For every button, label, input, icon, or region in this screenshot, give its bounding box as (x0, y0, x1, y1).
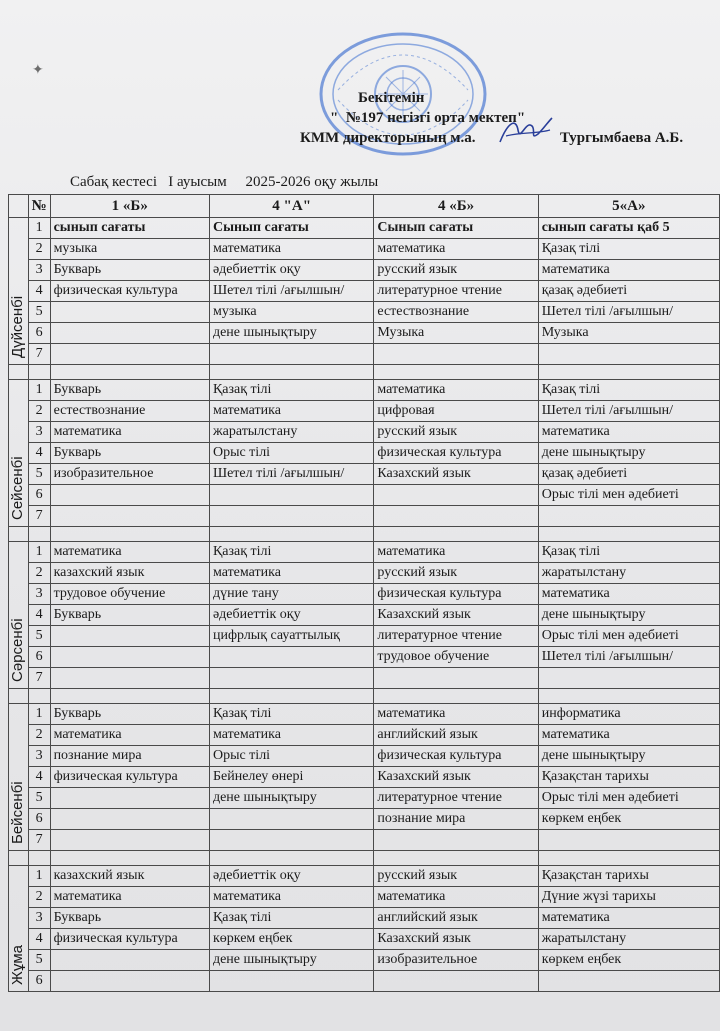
lesson-number: 7 (28, 344, 50, 365)
subject-cell: Орыс тілі мен әдебиеті (538, 485, 719, 506)
header-number: № (28, 195, 50, 218)
lesson-number: 6 (28, 971, 50, 992)
subject-cell: литературное чтение (374, 626, 538, 647)
lesson-row (9, 809, 720, 830)
subject-cell: дене шынықтыру (538, 443, 719, 464)
lesson-number: 6 (28, 485, 50, 506)
subject-cell: Орыс тілі (209, 746, 373, 767)
subject-cell: математика (374, 542, 538, 563)
subject-cell: көркем еңбек (209, 929, 373, 950)
subject-cell: Букварь (50, 260, 209, 281)
lesson-number: 2 (28, 239, 50, 260)
subject-cell: литературное чтение (374, 281, 538, 302)
lesson-row (9, 563, 720, 584)
subject-cell: физическая культура (50, 767, 209, 788)
subject-cell: Қазақ тілі (538, 239, 719, 260)
day-label: Сәрсенбі (9, 618, 27, 682)
subject-cell: әдебиеттік оқу (209, 866, 373, 887)
director-title: КММ директорының м.а. (300, 130, 476, 146)
lesson-row (9, 830, 720, 851)
subject-cell: английский язык (374, 725, 538, 746)
lesson-number: 3 (28, 260, 50, 281)
lesson-number: 6 (28, 647, 50, 668)
separator-cell (28, 689, 50, 704)
lesson-number: 3 (28, 422, 50, 443)
subject-cell: дене шынықтыру (538, 605, 719, 626)
lesson-number: 6 (28, 809, 50, 830)
subject-cell: трудовое обучение (374, 647, 538, 668)
subject-cell: дүние тану (209, 584, 373, 605)
subject-cell: музыка (209, 302, 373, 323)
lesson-number: 4 (28, 443, 50, 464)
approval-heading: Бекітемін (358, 90, 425, 106)
lesson-row (9, 605, 720, 626)
lesson-row (9, 302, 720, 323)
subject-cell (50, 626, 209, 647)
day-cell (9, 380, 29, 527)
subject-cell (374, 668, 538, 689)
separator-cell (28, 365, 50, 380)
lesson-number: 1 (28, 866, 50, 887)
subject-cell: Қазақ тілі (209, 380, 373, 401)
lesson-number: 7 (28, 506, 50, 527)
subject-cell: казахский язык (50, 563, 209, 584)
subject-cell: Букварь (50, 908, 209, 929)
subject-cell (374, 971, 538, 992)
header-day-cell (9, 195, 29, 218)
separator-cell (374, 851, 538, 866)
subject-cell: цифровая (374, 401, 538, 422)
day-separator-row (9, 851, 720, 866)
lesson-number: 3 (28, 584, 50, 605)
subject-cell: математика (209, 887, 373, 908)
lesson-number: 5 (28, 464, 50, 485)
subject-cell (209, 344, 373, 365)
header-class-4a: 4 "А" (209, 195, 373, 218)
separator-cell (538, 851, 719, 866)
lesson-row (9, 443, 720, 464)
subject-cell: әдебиеттік оқу (209, 260, 373, 281)
subject-cell: Казахский язык (374, 767, 538, 788)
subject-cell (209, 830, 373, 851)
subject-cell: дене шынықтыру (209, 788, 373, 809)
table-header-row (9, 195, 720, 218)
subject-cell (50, 809, 209, 830)
subject-cell: информатика (538, 704, 719, 725)
lesson-number: 2 (28, 401, 50, 422)
separator-cell (50, 365, 209, 380)
subject-cell: Музыка (374, 323, 538, 344)
subject-cell: математика (374, 887, 538, 908)
lesson-row (9, 218, 720, 239)
subject-cell (50, 950, 209, 971)
subject-cell: естествознание (50, 401, 209, 422)
subject-cell: Қазақ тілі (209, 908, 373, 929)
day-cell (9, 704, 29, 851)
lesson-number: 4 (28, 767, 50, 788)
subject-cell: физическая культура (374, 584, 538, 605)
separator-cell (28, 851, 50, 866)
subject-cell: изобразительное (50, 464, 209, 485)
subject-cell: Букварь (50, 380, 209, 401)
separator-cell (538, 365, 719, 380)
subject-cell (209, 809, 373, 830)
subject-cell (50, 971, 209, 992)
subject-cell: Орыс тілі мен әдебиеті (538, 626, 719, 647)
subject-cell: Шетел тілі /ағылшын/ (538, 401, 719, 422)
lesson-number: 4 (28, 281, 50, 302)
subject-cell: Казахский язык (374, 605, 538, 626)
lesson-number: 4 (28, 929, 50, 950)
subject-cell: математика (50, 725, 209, 746)
subject-cell: Сынып сағаты (374, 218, 538, 239)
subject-cell: көркем еңбек (538, 950, 719, 971)
subject-cell: русский язык (374, 422, 538, 443)
subject-cell: математика (50, 887, 209, 908)
subject-cell: Казахский язык (374, 464, 538, 485)
subject-cell: Музыка (538, 323, 719, 344)
subject-cell: математика (50, 542, 209, 563)
subject-cell: математика (209, 401, 373, 422)
subject-cell: Букварь (50, 443, 209, 464)
subject-cell (50, 302, 209, 323)
subject-cell: қазақ әдебиеті (538, 464, 719, 485)
subject-cell (209, 971, 373, 992)
subject-cell: Қазақстан тарихы (538, 866, 719, 887)
header-class-1b: 1 «Б» (50, 195, 209, 218)
subject-cell (209, 506, 373, 527)
lesson-row (9, 380, 720, 401)
lesson-row (9, 485, 720, 506)
lesson-number: 7 (28, 830, 50, 851)
lesson-number: 5 (28, 950, 50, 971)
lesson-number: 7 (28, 668, 50, 689)
subject-cell: познание мира (374, 809, 538, 830)
subject-cell: сынып сағаты (50, 218, 209, 239)
lesson-row (9, 950, 720, 971)
subject-cell: көркем еңбек (538, 809, 719, 830)
subject-cell: Букварь (50, 704, 209, 725)
day-cell (9, 218, 29, 365)
lesson-row (9, 866, 720, 887)
subject-cell: математика (209, 563, 373, 584)
separator-cell (50, 527, 209, 542)
separator-cell (374, 365, 538, 380)
subject-cell (209, 668, 373, 689)
day-label: Сейсенбі (9, 456, 27, 520)
day-label: Дүйсенбі (9, 295, 27, 358)
subject-cell: казахский язык (50, 866, 209, 887)
subject-cell: Орыс тілі (209, 443, 373, 464)
lesson-row (9, 908, 720, 929)
pin-icon: ✦ (32, 62, 44, 78)
subject-cell (209, 647, 373, 668)
subject-cell: русский язык (374, 260, 538, 281)
lesson-number: 2 (28, 725, 50, 746)
separator-cell (374, 527, 538, 542)
lesson-row (9, 929, 720, 950)
subject-cell: Орыс тілі мен әдебиеті (538, 788, 719, 809)
subject-cell: сынып сағаты қаб 5 (538, 218, 719, 239)
separator-cell (209, 851, 373, 866)
day-separator-row (9, 365, 720, 380)
subject-cell (374, 344, 538, 365)
subject-cell: математика (374, 239, 538, 260)
subject-cell: Қазақстан тарихы (538, 767, 719, 788)
schedule-title: Сабақ кестесі I ауысым 2025-2026 оқу жылы (70, 174, 379, 190)
subject-cell: физическая культура (374, 746, 538, 767)
subject-cell (538, 668, 719, 689)
lesson-number: 1 (28, 704, 50, 725)
subject-cell (538, 344, 719, 365)
subject-cell (374, 830, 538, 851)
lesson-number: 2 (28, 887, 50, 908)
subject-cell (50, 344, 209, 365)
lesson-number: 1 (28, 542, 50, 563)
lesson-row (9, 725, 720, 746)
subject-cell: Шетел тілі /ағылшын/ (538, 647, 719, 668)
lesson-row (9, 584, 720, 605)
lesson-row (9, 344, 720, 365)
subject-cell: қазақ әдебиеті (538, 281, 719, 302)
lesson-row (9, 422, 720, 443)
day-separator-row (9, 689, 720, 704)
lesson-row (9, 260, 720, 281)
separator-cell (538, 527, 719, 542)
subject-cell (538, 506, 719, 527)
subject-cell: русский язык (374, 866, 538, 887)
subject-cell (50, 647, 209, 668)
separator-cell (209, 527, 373, 542)
lesson-row (9, 647, 720, 668)
lesson-row (9, 281, 720, 302)
subject-cell: русский язык (374, 563, 538, 584)
subject-cell: английский язык (374, 908, 538, 929)
lesson-row (9, 887, 720, 908)
header-class-5a: 5«А» (538, 195, 719, 218)
lesson-row (9, 971, 720, 992)
day-cell (9, 866, 29, 992)
subject-cell: естествознание (374, 302, 538, 323)
subject-cell (50, 668, 209, 689)
subject-cell: физическая культура (50, 929, 209, 950)
subject-cell: математика (538, 260, 719, 281)
director-name: Тургымбаева А.Б. (560, 130, 684, 146)
subject-cell: математика (538, 584, 719, 605)
lesson-row (9, 668, 720, 689)
subject-cell: әдебиеттік оқу (209, 605, 373, 626)
lesson-row (9, 323, 720, 344)
subject-cell (50, 506, 209, 527)
lesson-number: 6 (28, 323, 50, 344)
subject-cell: Қазақ тілі (538, 542, 719, 563)
subject-cell: цифрлық сауаттылық (209, 626, 373, 647)
subject-cell (538, 971, 719, 992)
lesson-row (9, 401, 720, 422)
separator-cell (209, 365, 373, 380)
lesson-row (9, 767, 720, 788)
subject-cell: математика (209, 239, 373, 260)
subject-cell: познание мира (50, 746, 209, 767)
subject-cell (50, 323, 209, 344)
separator-cell (538, 689, 719, 704)
separator-cell (9, 689, 29, 704)
lesson-row (9, 464, 720, 485)
lesson-number: 5 (28, 626, 50, 647)
director-signature (496, 112, 556, 150)
lesson-number: 2 (28, 563, 50, 584)
subject-cell: жаратылстану (538, 929, 719, 950)
subject-cell: физическая культура (50, 281, 209, 302)
subject-cell: Дүние жүзі тарихы (538, 887, 719, 908)
lesson-row (9, 626, 720, 647)
schedule-table (8, 194, 720, 992)
lesson-number: 3 (28, 908, 50, 929)
lesson-row (9, 788, 720, 809)
subject-cell: музыка (50, 239, 209, 260)
subject-cell: дене шынықтыру (209, 950, 373, 971)
separator-cell (209, 689, 373, 704)
separator-cell (374, 689, 538, 704)
subject-cell: математика (50, 422, 209, 443)
subject-cell: математика (538, 908, 719, 929)
subject-cell: Қазақ тілі (209, 542, 373, 563)
lesson-number: 4 (28, 605, 50, 626)
subject-cell (374, 506, 538, 527)
subject-cell: Қазақ тілі (538, 380, 719, 401)
subject-cell: Сынып сағаты (209, 218, 373, 239)
separator-cell (9, 527, 29, 542)
lesson-row (9, 746, 720, 767)
subject-cell: математика (538, 725, 719, 746)
separator-cell (50, 851, 209, 866)
lesson-row (9, 542, 720, 563)
separator-cell (50, 689, 209, 704)
subject-cell: жаратылстану (209, 422, 373, 443)
subject-cell (209, 485, 373, 506)
day-label: Бейсенбі (9, 781, 27, 844)
day-cell (9, 542, 29, 689)
subject-cell: математика (209, 725, 373, 746)
subject-cell: физическая культура (374, 443, 538, 464)
subject-cell: Қазақ тілі (209, 704, 373, 725)
subject-cell: Казахский язык (374, 929, 538, 950)
subject-cell: математика (374, 380, 538, 401)
lesson-row (9, 239, 720, 260)
subject-cell: математика (374, 704, 538, 725)
separator-cell (9, 851, 29, 866)
subject-cell: математика (538, 422, 719, 443)
lesson-number: 1 (28, 218, 50, 239)
school-name: " №197 негізгі орта мектеп" (330, 110, 526, 126)
subject-cell: дене шынықтыру (538, 746, 719, 767)
subject-cell: трудовое обучение (50, 584, 209, 605)
lesson-number: 1 (28, 380, 50, 401)
subject-cell: дене шынықтыру (209, 323, 373, 344)
lesson-number: 5 (28, 302, 50, 323)
subject-cell: Шетел тілі /ағылшын/ (209, 281, 373, 302)
separator-cell (28, 527, 50, 542)
subject-cell (538, 830, 719, 851)
subject-cell: Шетел тілі /ағылшын/ (538, 302, 719, 323)
subject-cell: Букварь (50, 605, 209, 626)
lesson-row (9, 704, 720, 725)
subject-cell: Шетел тілі /ағылшын/ (209, 464, 373, 485)
subject-cell (374, 485, 538, 506)
lesson-number: 3 (28, 746, 50, 767)
subject-cell: изобразительное (374, 950, 538, 971)
lesson-row (9, 506, 720, 527)
subject-cell: литературное чтение (374, 788, 538, 809)
header-class-4b: 4 «Б» (374, 195, 538, 218)
day-label: Жұма (9, 944, 27, 985)
subject-cell: жаратылстану (538, 563, 719, 584)
subject-cell: Бейнелеу өнері (209, 767, 373, 788)
day-separator-row (9, 527, 720, 542)
subject-cell (50, 830, 209, 851)
subject-cell (50, 485, 209, 506)
separator-cell (9, 365, 29, 380)
lesson-number: 5 (28, 788, 50, 809)
subject-cell (50, 788, 209, 809)
